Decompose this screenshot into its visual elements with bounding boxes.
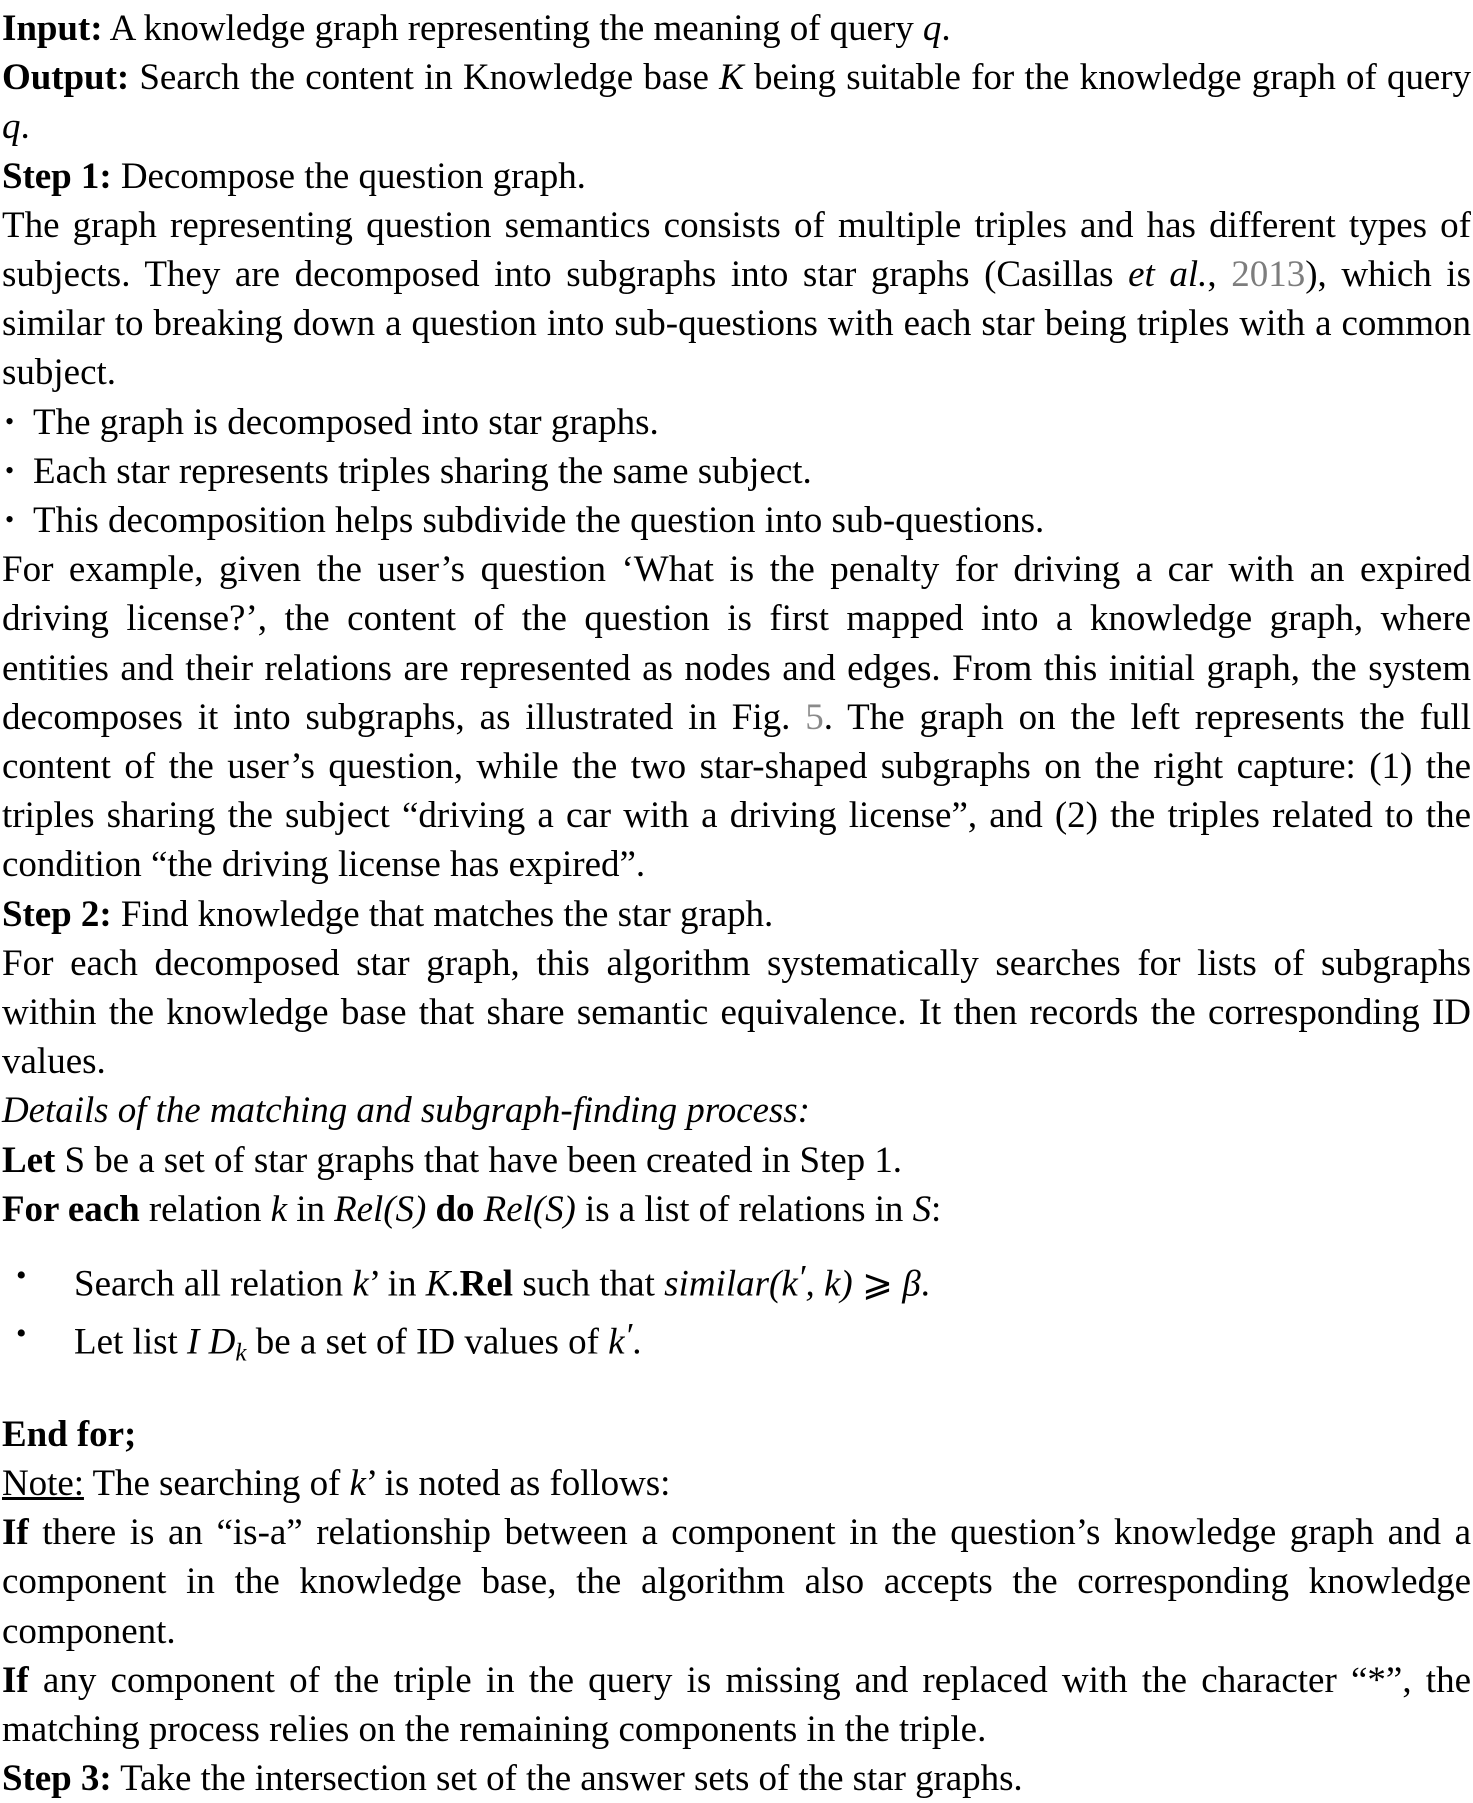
step1-line — [2, 152, 1471, 201]
foreach-text-2: in — [287, 1188, 335, 1230]
bullet-math-k: k — [352, 1263, 369, 1305]
output-math-k: K — [719, 57, 744, 99]
if1-label: If — [2, 1512, 29, 1554]
bullet-text-1: Search all relation — [74, 1263, 353, 1305]
foreach-math-rel-2: Rel — [483, 1188, 533, 1230]
bullet-text: The graph is decomposed into star graphs. — [33, 401, 659, 443]
output-line — [2, 53, 1471, 151]
if-clause-1 — [2, 1508, 1471, 1656]
spacer — [2, 1234, 1471, 1252]
bullet-text-2: ’ in — [368, 1263, 426, 1305]
details-heading — [2, 1086, 1471, 1135]
bullet-math-similar: similar — [664, 1263, 769, 1305]
paragraph-example — [2, 545, 1471, 889]
bullet-op-geq: ⩾ — [852, 1263, 903, 1305]
para1-text-2: , — [1207, 254, 1232, 296]
bullet-bold-rel: Rel — [459, 1263, 514, 1305]
bullet-text-4: such that — [513, 1263, 665, 1305]
endfor-line — [2, 1410, 1471, 1459]
output-text-2: being suitable for the knowledge graph of query — [743, 57, 1471, 99]
bullet2-text-1: Let list — [74, 1321, 188, 1363]
foreach-math-paren-1: (S) — [383, 1188, 427, 1230]
step3-label: Step 3: — [2, 1758, 112, 1800]
if1-text: there is an “is-a” relationship between a component in the question’s knowledge graph and a component in the knowledge base, the algorithm also accepts the corresponding knowledge component. — [2, 1512, 1471, 1652]
note-line — [2, 1459, 1471, 1508]
let-text: S be a set of star graphs that have been created in Step 1. — [55, 1139, 902, 1181]
step2-text: Find knowledge that matches the star graph. — [111, 893, 774, 935]
bullet-text: Each star represents triples sharing the same subject. — [33, 450, 812, 492]
if2-label: If — [2, 1659, 29, 1701]
output-label: Output: — [2, 57, 130, 99]
bullet-math-beta: β — [902, 1263, 921, 1305]
if2-text: any component of the triple in the query is missing and replaced with the character “*”, the matching process relies on the remaining components in the triple. — [2, 1659, 1471, 1750]
bullet2-math-k: k — [608, 1321, 625, 1363]
bullet2-math-id: I D — [187, 1321, 236, 1363]
bullet-math-open: (k — [769, 1263, 798, 1305]
list-item — [2, 398, 1471, 447]
spacer — [2, 1380, 1471, 1410]
citation-year[interactable]: 2013 — [1231, 254, 1306, 296]
let-label: Let — [2, 1139, 56, 1181]
foreach-math-paren-2: (S) — [532, 1188, 576, 1230]
if-clause-2 — [2, 1656, 1471, 1754]
output-text-3: . — [20, 106, 30, 148]
foreach-label: For each — [2, 1188, 140, 1230]
list-item — [2, 447, 1471, 496]
output-math-q: q — [2, 106, 21, 148]
para2-text-1: For example, given the user’s question ‘What is the penalty for driving a car with an expired driving license?’, the content of the question is first mapped into a knowledge graph, where entities and their relations are represented as nodes and edges. From this initial graph, the system decomposes it into subgraphs, as illustrated in Fig. — [2, 549, 1471, 738]
foreach-math-rel-1: Rel — [334, 1188, 384, 1230]
bullet-math-close: , k) — [805, 1263, 853, 1305]
bullet-prime: ′ — [797, 1258, 806, 1298]
foreach-line — [2, 1185, 1471, 1234]
foreach-math-s: S — [912, 1188, 932, 1230]
foreach-text-1: relation — [139, 1188, 271, 1230]
para1-text-3: ), which is similar to breaking down a question into sub-questions with each star being triples with a common subject. — [2, 254, 1471, 394]
para1-text-1: The graph representing question semantics consists of multiple triples and has different types of subjects. They are decomposed into subgraphs into star graphs (Casillas — [2, 204, 1471, 296]
input-line — [2, 4, 1471, 53]
bullet-math-K: K — [425, 1263, 451, 1305]
paragraph-matching — [2, 939, 1471, 1087]
list-item — [2, 1310, 1471, 1379]
bullet2-text-3: . — [632, 1321, 642, 1363]
details-heading-text: Details of the matching and subgraph-finding process: — [2, 1090, 810, 1132]
note-math-k: k — [349, 1462, 366, 1504]
bullet-text-dot: . — [450, 1263, 460, 1305]
step3-text: Take the intersection set of the answer sets of the star graphs. — [111, 1758, 1023, 1800]
step1-text: Decompose the question graph. — [111, 155, 586, 197]
foreach-text-3: is a list of relations in — [575, 1188, 913, 1230]
input-text-before: A knowledge graph representing the meaning of query — [102, 8, 923, 49]
foreach-math-k: k — [270, 1188, 288, 1230]
bullet2-prime: ′ — [624, 1316, 633, 1356]
bullet-text: This decomposition helps subdivide the question into sub-questions. — [33, 500, 1045, 542]
let-line — [2, 1136, 1471, 1185]
step1-label: Step 1: — [2, 155, 112, 197]
bullet-list-upper — [2, 398, 1471, 546]
endfor-label: End for; — [2, 1413, 137, 1455]
bullet-list-math — [2, 1252, 1471, 1380]
list-item — [2, 496, 1471, 545]
list-item — [2, 1252, 1471, 1310]
input-label: Input: — [2, 8, 103, 49]
step2-line — [2, 890, 1471, 939]
foreach-text-4: : — [931, 1188, 942, 1230]
figure-reference[interactable]: 5 — [805, 696, 824, 738]
para3-text: For each decomposed star graph, this algorithm systematically searches for lists of subgraphs within the knowledge base that share semantic equivalence. It then records the corresponding ID values. — [2, 942, 1471, 1083]
note-label: Note: — [2, 1462, 84, 1504]
input-math-q: q — [922, 8, 942, 49]
foreach-do-keyword: do — [426, 1188, 484, 1230]
note-text-2: ’ is noted as follows: — [365, 1462, 671, 1504]
bullet2-text-2: be a set of ID values of — [246, 1321, 609, 1363]
input-text-after: . — [941, 8, 951, 49]
para2-text-2: . The graph on the left represents the full content of the user’s question, while the two star-shaped subgraphs on the right capture: (1) the triples sharing the subject “driving a car with a driving license”, and (2) the triples related to the condition “the driving license has expired”. — [2, 696, 1471, 886]
bullet-text-5: . — [920, 1263, 930, 1305]
note-text-1: The searching of — [83, 1462, 350, 1504]
step3-line — [2, 1754, 1471, 1803]
output-text-1: Search the content in Knowledge base — [129, 57, 720, 99]
para1-etal: et al. — [1128, 254, 1208, 296]
paragraph-decompose — [2, 201, 1471, 398]
bullet2-subscript-k: k — [235, 1339, 247, 1367]
step2-label: Step 2: — [2, 893, 112, 935]
